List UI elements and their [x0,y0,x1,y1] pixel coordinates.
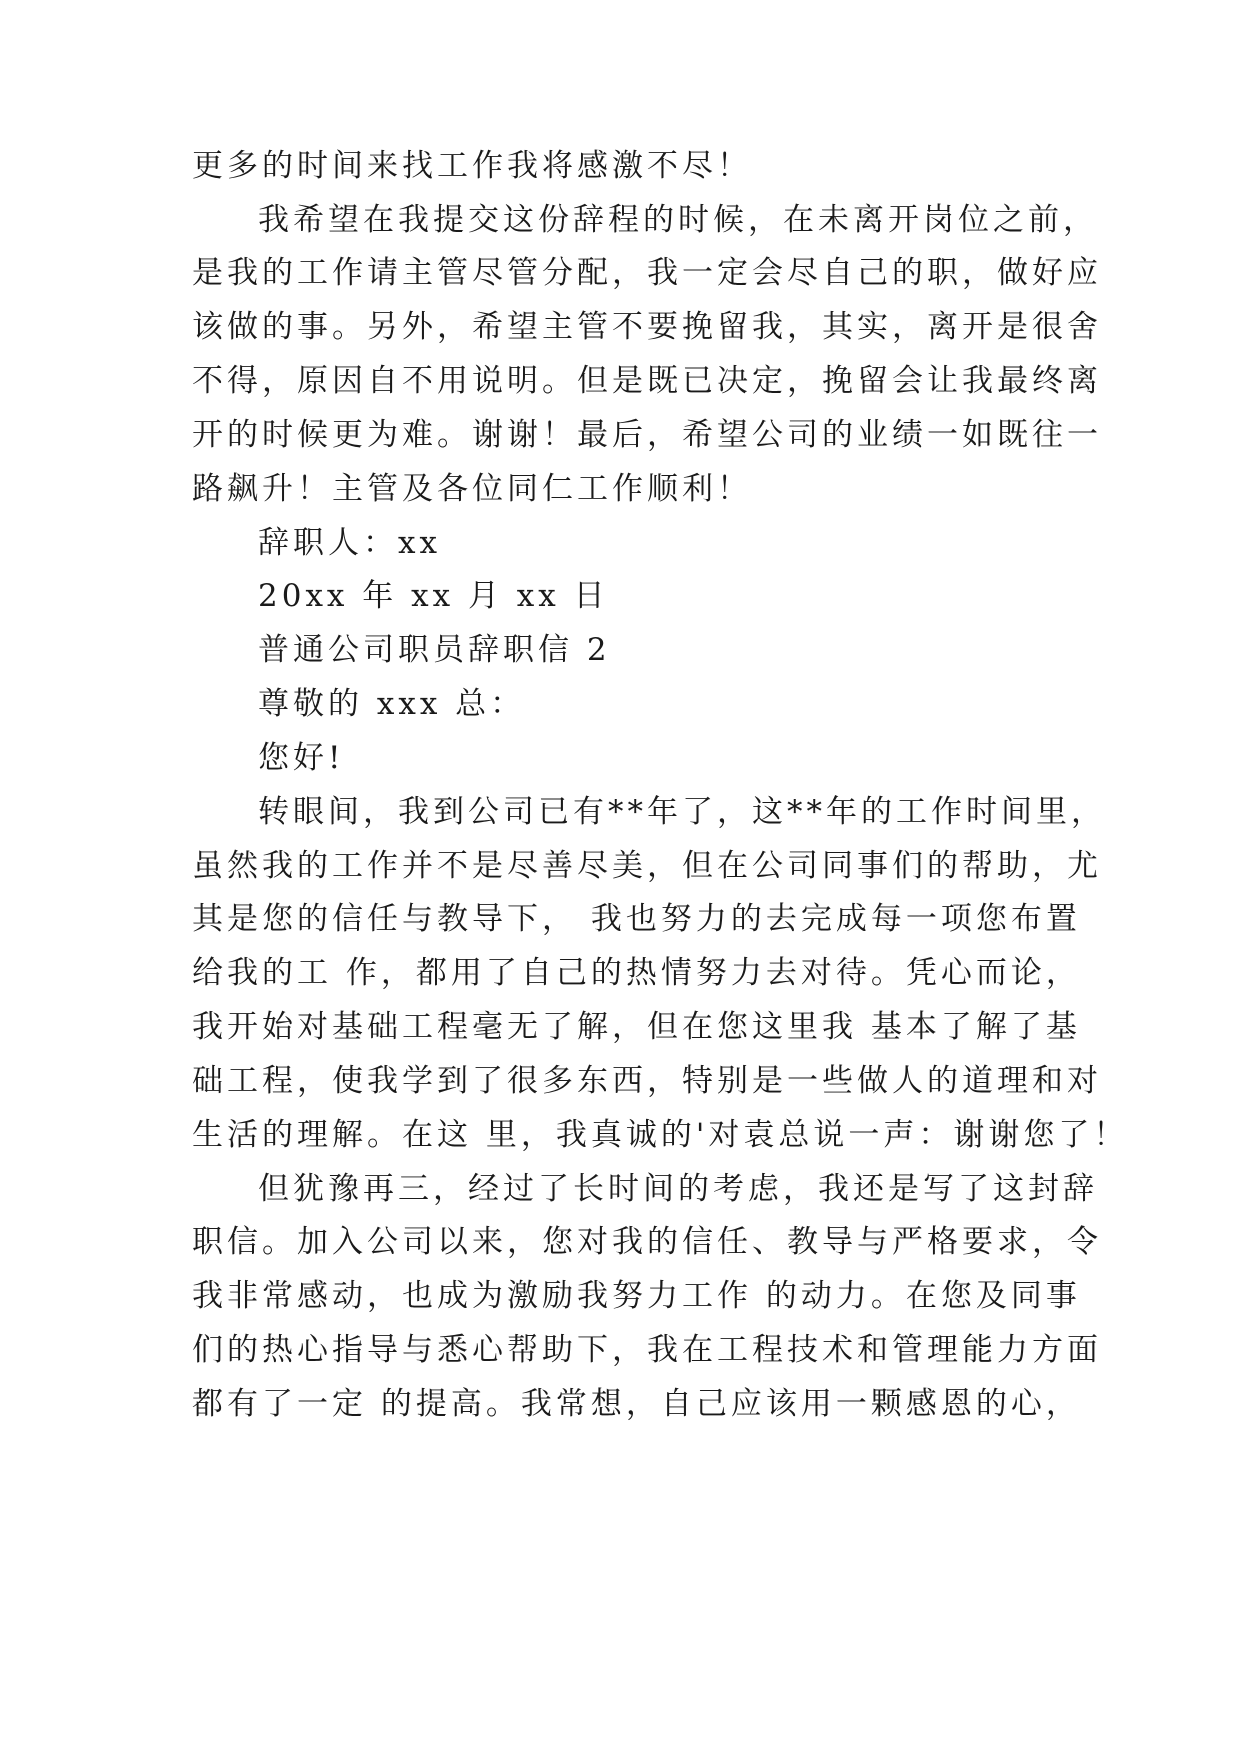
text-line: 给我的工 作，都用了自己的热情努力去对待。凭心而论， [192,955,1081,991]
salutation: 尊敬的 xxx 总： [258,686,526,722]
text-line: 其是您的信任与教导下， 我也努力的去完成每一项您布置 [192,901,1081,937]
text-line: 该做的事。另外，希望主管不要挽留我，其实，离开是很舍 [192,309,1102,345]
text-line: 但犹豫再三，经过了长时间的考虑，我还是写了这封辞 [258,1171,1098,1207]
text-line: 生活的理解。在这 里，我真诚的'对袁总说一声：谢谢您了！ [192,1117,1129,1153]
text-line: 路飙升！主管及各位同仁工作顺利！ [192,471,752,507]
text-line: 是我的工作请主管尽管分配，我一定会尽自己的职，做好应 [192,255,1102,291]
text-line: 我开始对基础工程毫无了解，但在您这里我 基本了解了基 [192,1009,1081,1045]
text-line: 我非常感动，也成为激励我努力工作 的动力。在您及同事 [192,1278,1081,1314]
text-line: 更多的时间来找工作我将感激不尽！ [192,148,752,184]
text-line: 职信。加入公司以来，您对我的信任、教导与严格要求，令 [192,1224,1102,1260]
greeting: 您好! [258,740,345,776]
text-line: 我希望在我提交这份辞程的时候，在未离开岗位之前， [258,202,1098,238]
text-line: 不得，原因自不用说明。但是既已决定，挽留会让我最终离 [192,363,1102,399]
text-line: 础工程，使我学到了很多东西，特别是一些做人的道理和对 [192,1063,1102,1099]
text-line: 开的时候更为难。谢谢！最后，希望公司的业绩一如既往一 [192,417,1102,453]
section-title: 普通公司职员辞职信 2 [258,632,611,668]
text-line: 转眼间，我到公司已有**年了，这**年的工作时间里， [258,794,1106,830]
text-line: 们的热心指导与悉心帮助下，我在工程技术和管理能力方面 [192,1332,1102,1368]
text-line: 都有了一定 的提高。我常想，自己应该用一颗感恩的心， [192,1386,1081,1422]
date-line: 20xx 年 xx 月 xx 日 [258,578,609,614]
text-line: 虽然我的工作并不是尽善尽美，但在公司同事们的帮助，尤 [192,848,1102,884]
signatory-line: 辞职人：xx [258,525,441,561]
